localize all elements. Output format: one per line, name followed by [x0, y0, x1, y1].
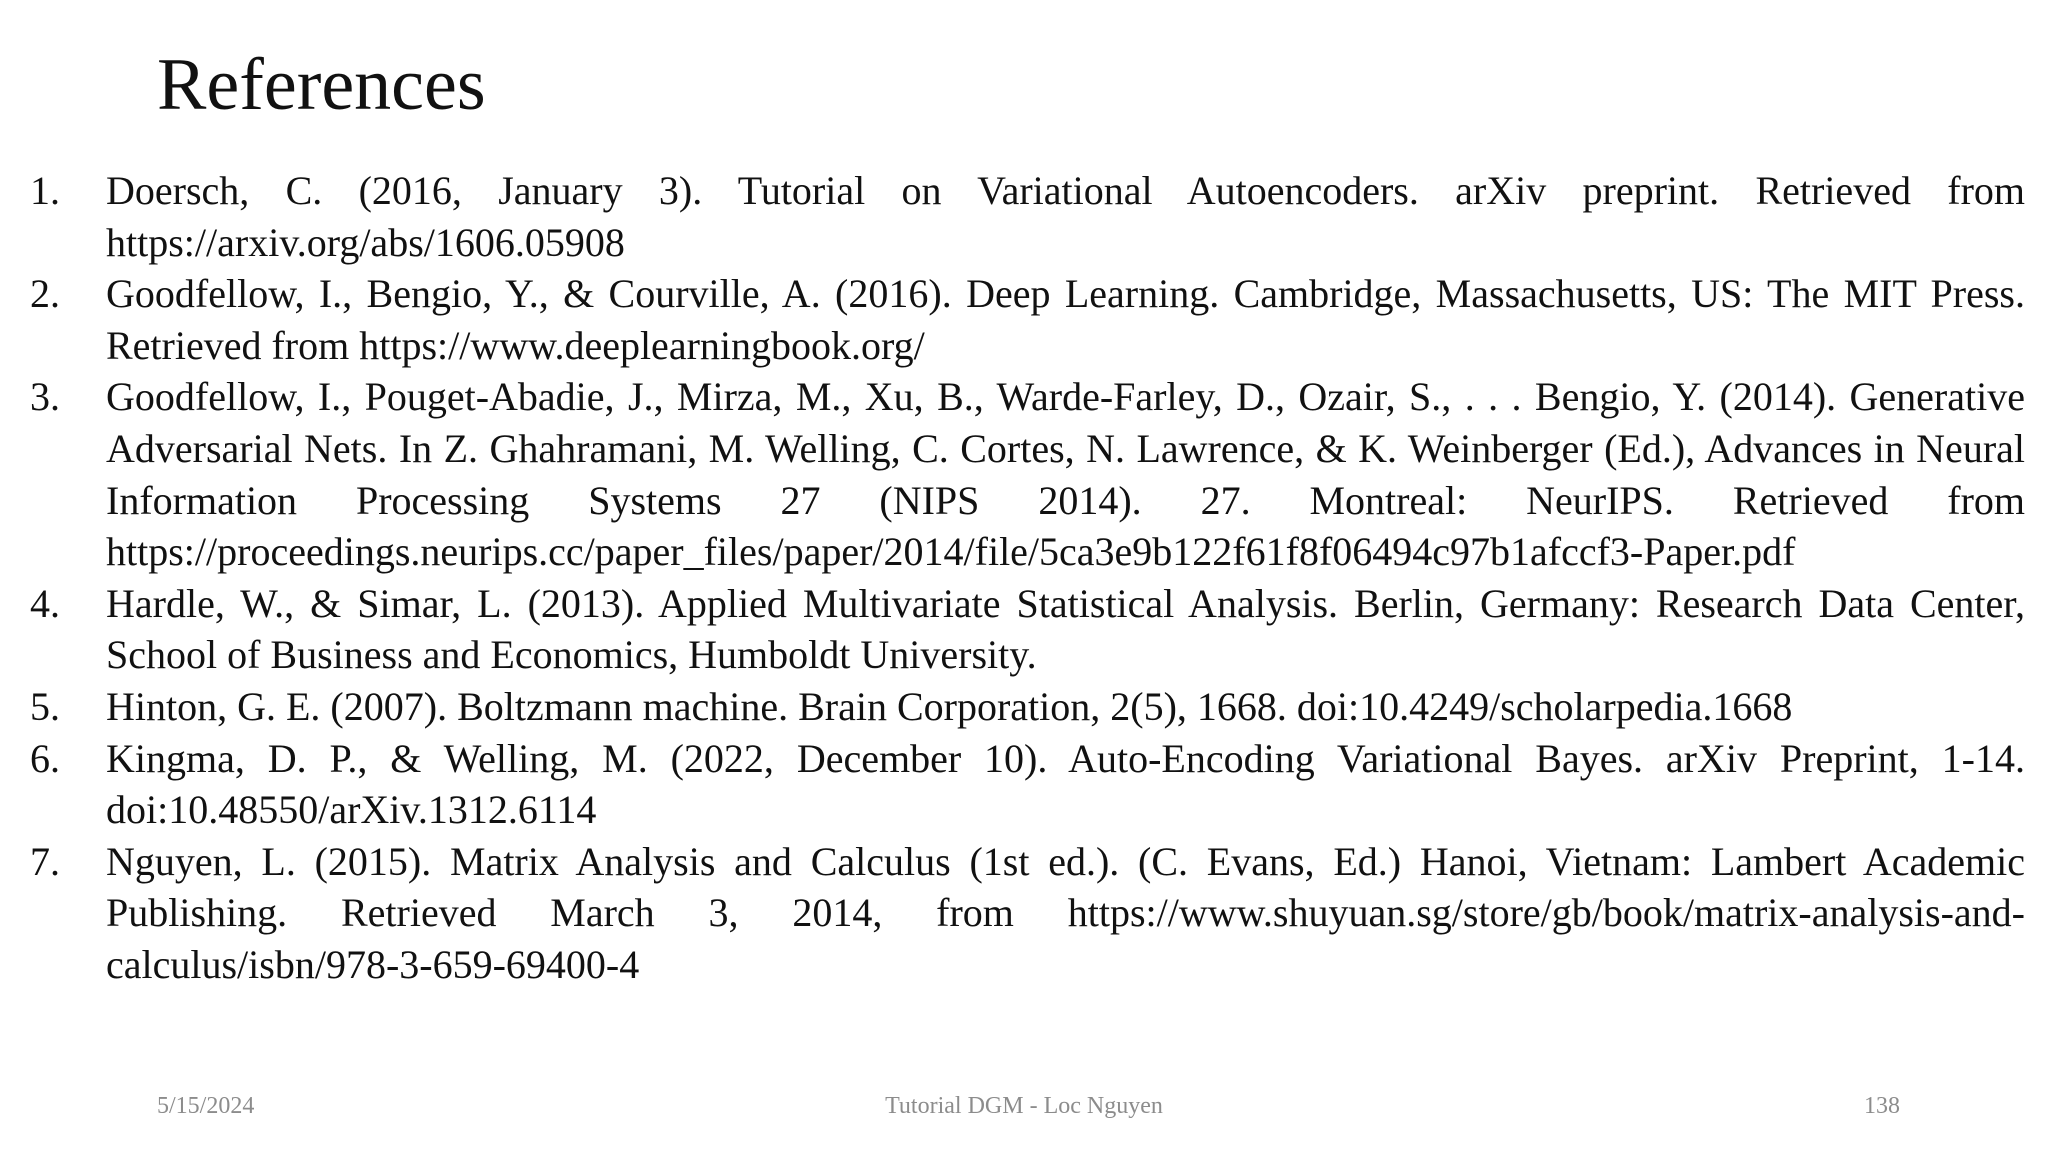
- reference-text: Goodfellow, I., Pouget-Abadie, J., Mirza, M., Xu, B., Warde-Farley, D., Ozair, S., . . . Bengio, Y. (2014). Generative Adversarial Nets. In Z. Ghahramani, M. Welling, C. Cortes, N. Lawrence, & K. Weinberger (Ed.), Advances in Neural Information Processing Systems 27 (NIPS 2014). 27. Montreal: NeurIPS. Retrieved from https://proceedings.neurips.cc/paper_files/paper/2014/file/5ca3e9b122f61f8f06494c97b1afccf3-Paper.pdf: [106, 374, 2025, 575]
- reference-number: 7.: [30, 838, 60, 884]
- reference-number: 3.: [30, 374, 60, 420]
- footer-title: Tutorial DGM - Loc Nguyen: [885, 1093, 1163, 1119]
- footer-date: 5/15/2024: [157, 1093, 255, 1119]
- reference-list: [30, 165, 2025, 991]
- reference-number: 4.: [30, 580, 60, 626]
- page-title: References: [157, 44, 486, 126]
- reference-text: Nguyen, L. (2015). Matrix Analysis and Calculus (1st ed.). (C. Evans, Ed.) Hanoi, Vietnam: Lambert Academic Publishing. Retrieved March 3, 2014, from https://www.shuyuan.sg/store/gb/book/matrix-analysis-and-calculus/isbn/978-3-659-69400-4: [106, 838, 2025, 987]
- reference-item: [30, 681, 2025, 733]
- reference-item: [30, 165, 2025, 268]
- reference-item: [30, 836, 2025, 991]
- reference-text: Kingma, D. P., & Welling, M. (2022, December 10). Auto-Encoding Variational Bayes. arXiv Preprint, 1-14. doi:10.48550/arXiv.1312.6114: [106, 735, 2025, 833]
- reference-text: Goodfellow, I., Bengio, Y., & Courville, A. (2016). Deep Learning. Cambridge, Massachusetts, US: The MIT Press. Retrieved from https://www.deeplearningbook.org/: [106, 271, 2025, 368]
- reference-number: 1.: [30, 168, 60, 213]
- reference-number: 5.: [30, 683, 60, 729]
- page-number: 138: [1864, 1093, 1900, 1119]
- reference-number: 2.: [30, 271, 60, 317]
- reference-text: Doersch, C. (2016, January 3). Tutorial on Variational Autoencoders. arXiv preprint. Retrieved from https://arxiv.org/abs/1606.05908: [106, 168, 2025, 265]
- reference-number: 6.: [30, 735, 60, 781]
- reference-item: [30, 578, 2025, 681]
- reference-text: Hardle, W., & Simar, L. (2013). Applied Multivariate Statistical Analysis. Berlin, Germany: Research Data Center, School of Business and Economics, Humboldt University.: [106, 580, 2025, 678]
- reference-item: [30, 733, 2025, 836]
- reference-item: [30, 268, 2025, 371]
- reference-item: [30, 371, 2025, 577]
- reference-text: Hinton, G. E. (2007). Boltzmann machine. Brain Corporation, 2(5), 1668. doi:10.4249/scholarpedia.1668: [106, 683, 1793, 729]
